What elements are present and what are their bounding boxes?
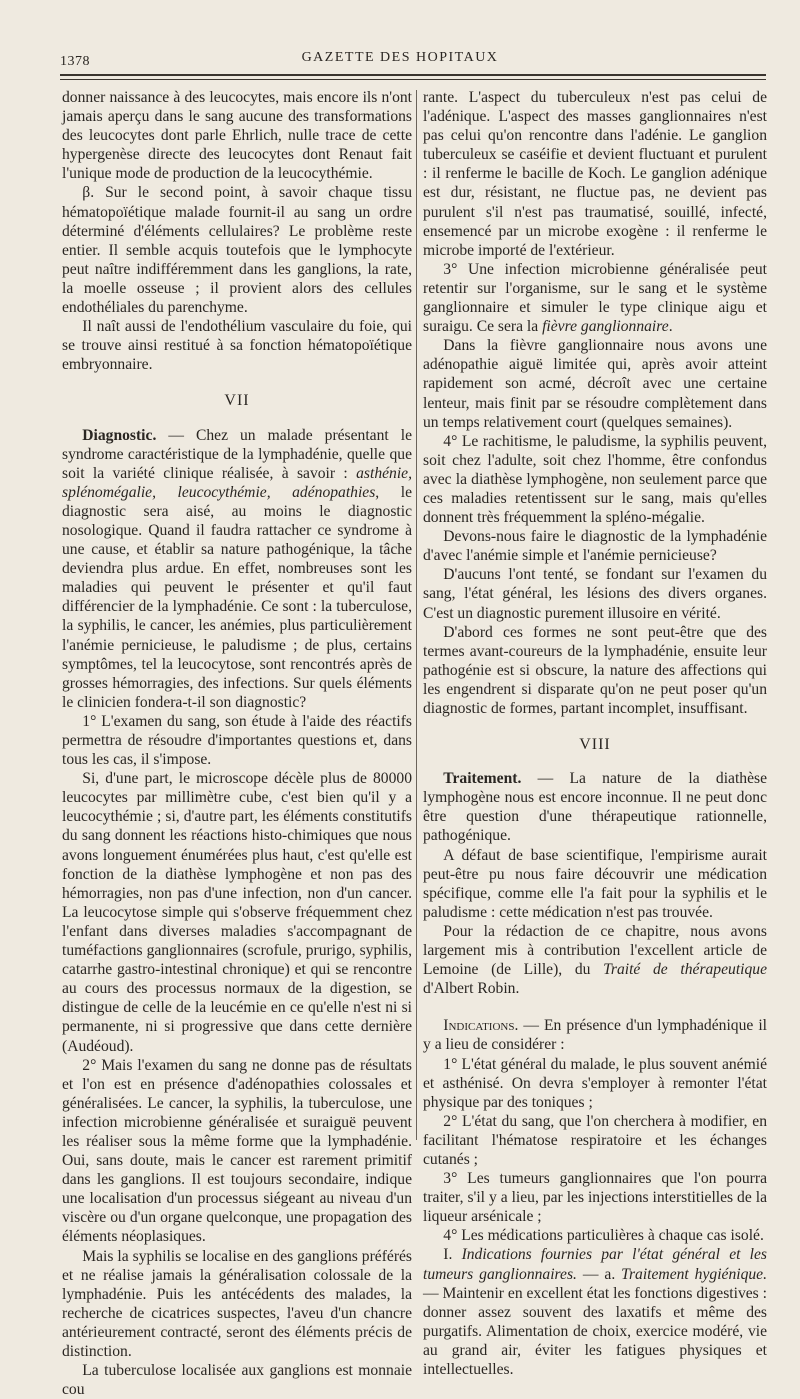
- paragraph: Il naît aussi de l'endothélium vasculaire du foie, qui se trouve ainsi restitué à sa fonction hématopoïétique embryonnaire.: [62, 318, 412, 374]
- column-divider: [416, 90, 417, 1140]
- paragraph: La tuberculose localisée aux ganglions est monnaie cou: [62, 1362, 412, 1399]
- run-in-heading: Diagnostic.: [82, 426, 157, 444]
- paragraph: 2° Mais l'examen du sang ne donne pas de résultats et l'on est en présence d'adénopathies colossales et généralisées. Le cancer, la syphilis, la tuberculose, une infection microbienne généralisée et suraiguë peuvent les réaliser sous la même forme que la lymphadénie. Oui, sans doute, mais le cancer est rarement primitif dans les ganglions. Il est toujours secondaire, indique une localisation d'un processus siégeant au niveau d'un viscère ou d'un organe quelconque, une propagation des éléments néoplasiques.: [62, 1056, 412, 1246]
- run-in-heading: Traitement.: [443, 770, 522, 788]
- paragraph: D'abord ces formes ne sont peut-être que des termes avant-coureurs de la lymphadénie, ensuite leur pathogénie est si obscure, la nature des affections qui les engendrent si disparate qu'on ne peut poser qu'un diagnostic de formes, partant incomplet, insuffisant.: [423, 623, 767, 717]
- run-in-heading: Indications.: [443, 1017, 519, 1035]
- paragraph: rante. L'aspect du tuberculeux n'est pas celui de l'adénique. L'aspect des masses ganglionnaires n'est pas celui qu'on rencontre dans l'adénie. Le ganglion tuberculeux se caséifie et devient fluctuant et purulent : il renferme le bacille de Koch. Le ganglion adénique est dur, résistant, ne fluctue pas, ne devient pas purulent s'il n'est pas traumatisé, souillé, infecté, ensemencé par un microbe exogène : il renferme le microbe importé de l'extérieur.: [423, 89, 767, 259]
- paragraph: 3° Une infection microbienne généralisée peut retentir sur l'organisme, sur le sang et le système ganglionnaire et simuler le type clinique aigu et suraigu. Ce sera la fièvre ganglionnaire.: [423, 260, 767, 336]
- paragraph: donner naissance à des leucocytes, mais encore ils n'ont jamais aperçu dans le sang aucune des transformations des leucocytes dont parle Ehrlich, nulle trace de cette hypergenèse directe des leucocytes dont Renaut fait l'unique mode de production de la leucocythémie.: [62, 89, 412, 183]
- paragraph: 3° Les tumeurs ganglionnaires que l'on pourra traiter, s'il y a lieu, par les injections interstitielles de la liqueur arsénicale ;: [423, 1170, 767, 1226]
- paragraph: 4° Les médications particulières à chaque cas isolé.: [443, 1227, 764, 1245]
- paragraph-diagnostic: Diagnostic. — Chez un malade présentant le syndrome caractéristique de la lymphadénie, quelle que soit la variété clinique réalisée, à savoir : asthénie, splénomégalie, leucocythémie, adénopathies, le diagnostic sera aisé, au moins le diagnostic nosologique. Quand il faudra rattacher ce syndrome à une cause, et établir sa nature pathogénique, la tâche deviendra plus ardue. En effet, nombreuses sont les maladies qui peuvent le présenter et qu'il faut différencier de la lymphadénie. Ce sont : la tuberculose, la syphilis, le cancer, les anémies, plus particulièrement l'anémie pernicieuse, le paludisme ; de plus, certains symptômes, tel la leucocytose, sont rencontrés après de grosses hémorragies, des infections. Sur quels éléments le clinicien fondera-t-il son diagnostic?: [62, 426, 412, 711]
- header-rule: [60, 74, 766, 76]
- paragraph: Devons-nous faire le diagnostic de la lymphadénie d'avec l'anémie simple et l'anémie pernicieuse?: [423, 528, 767, 565]
- paragraph: Mais la syphilis se localise en des ganglions préférés et ne réalise jamais la généralisation colossale de la lymphadénie. Puis les antécédents des malades, la recherche de cicatrices suspectes, l'aveu d'un chancre antérieurement contracté, seront des éléments précis de distinction.: [62, 1247, 412, 1360]
- paragraph: Pour la rédaction de ce chapitre, nous avons largement mis à contribution l'excellent article de Lemoine (de Lille), du Traité de thérapeutique d'Albert Robin.: [423, 922, 767, 998]
- paragraph: I. Indications fournies par l'état général et les tumeurs ganglionnaires. — a. Traitement hygiénique. — Maintenir en excellent état les fonctions digestives : donner assez souvent des laxatifs et même des purgatifs. Alimentation de choix, exercice modéré, vie au grand air, éviter les fatigues physiques et intellectuelles.: [423, 1246, 767, 1378]
- paragraph: 1° L'état général du malade, le plus souvent anémié et asthénisé. On devra s'employer à remonter l'état physique par des toniques ;: [423, 1055, 767, 1111]
- paragraph: A défaut de base scientifique, l'empirisme aurait peut-être pu nous faire découvrir une médication spécifique, comme elle l'a fait pour la syphilis et le paludisme : cette médication n'est pas trouvée.: [423, 846, 767, 921]
- section-number: VII: [224, 392, 250, 410]
- paragraph: Si, d'une part, le microscope décèle plus de 80000 leucocytes par millimètre cube, c'est bien qu'il y a leucocythémie ; si, d'autre part, les éléments constitutifs du sang donnent les réactions histo-chimiques que nous avons longuement énumérées plus haut, c'est qu'elle est fonction de la diathèse lymphogène et non pas des hémorragies, non pas d'une infection, non d'un cancer. La leucocytose simple qui s'observe fréquemment chez l'enfant dans diverses maladies s'accompagnant de tuméfactions ganglionnaires (scrofule, prurigo, syphilis, catarrhe gastro-intestinal chronique) et qui se rencontre au cours des processus normaux de la digestion, se distingue de celle de la leucémie en ce qu'elle n'est ni si permanente, ni si progressive que dans cette dernière (Audéoud).: [62, 770, 412, 1055]
- right-column: [423, 88, 767, 1379]
- paragraph: 1° L'examen du sang, son étude à l'aide des réactifs permettra de résoudre d'importantes questions et, dans tous les cas, il s'impose.: [62, 712, 412, 769]
- paragraph: D'aucuns l'ont tenté, se fondant sur l'examen du sang, l'état général, les lésions des divers organes. C'est un diagnostic purement illusoire en vérité.: [423, 566, 767, 622]
- paragraph-indications: Indications. — En présence d'un lymphadénique il y a lieu de considérer :: [423, 1017, 767, 1054]
- left-column: [62, 88, 412, 1399]
- header-rule-thin: [60, 79, 766, 80]
- paragraph: β. Sur le second point, à savoir chaque tissu hématopoïétique malade fournit-il au sang un ordre déterminé d'éléments cellulaires? Le problème reste entier. Il semble acquis toutefois que le lymphocyte peut naître indifféremment dans les ganglions, la rate, la moelle osseuse ; il provient alors des cellules endothéliales du parenchyme.: [62, 184, 412, 317]
- page-number: 1378: [60, 54, 90, 69]
- running-head: GAZETTE DES HOPITAUX: [301, 50, 499, 65]
- section-number: VIII: [579, 736, 611, 754]
- paragraph: Dans la fièvre ganglionnaire nous avons une adénopathie aiguë limitée qui, après avoir atteint rapidement son acmé, décroît avec une certaine lenteur, mais finit par se résoudre complètement dans un temps relativement court (quelques semaines).: [423, 337, 767, 431]
- paragraph: 2° L'état du sang, que l'on cherchera à modifier, en facilitant l'hématose respiratoire et les échanges cutanés ;: [423, 1112, 767, 1168]
- paragraph: 4° Le rachitisme, le paludisme, la syphilis peuvent, soit chez l'adulte, soit chez l'homme, être confondus avec la diathèse lymphogène, non seulement parce que ces maladies retentissent sur le sang, mais qu'elles donnent très fréquemment la spléno-mégalie.: [423, 432, 767, 527]
- paragraph-traitement: Traitement. — La nature de la diathèse lymphogène nous est encore inconnue. Il ne peut donc être question d'une thérapeutique rationnelle, pathogénique.: [423, 770, 767, 845]
